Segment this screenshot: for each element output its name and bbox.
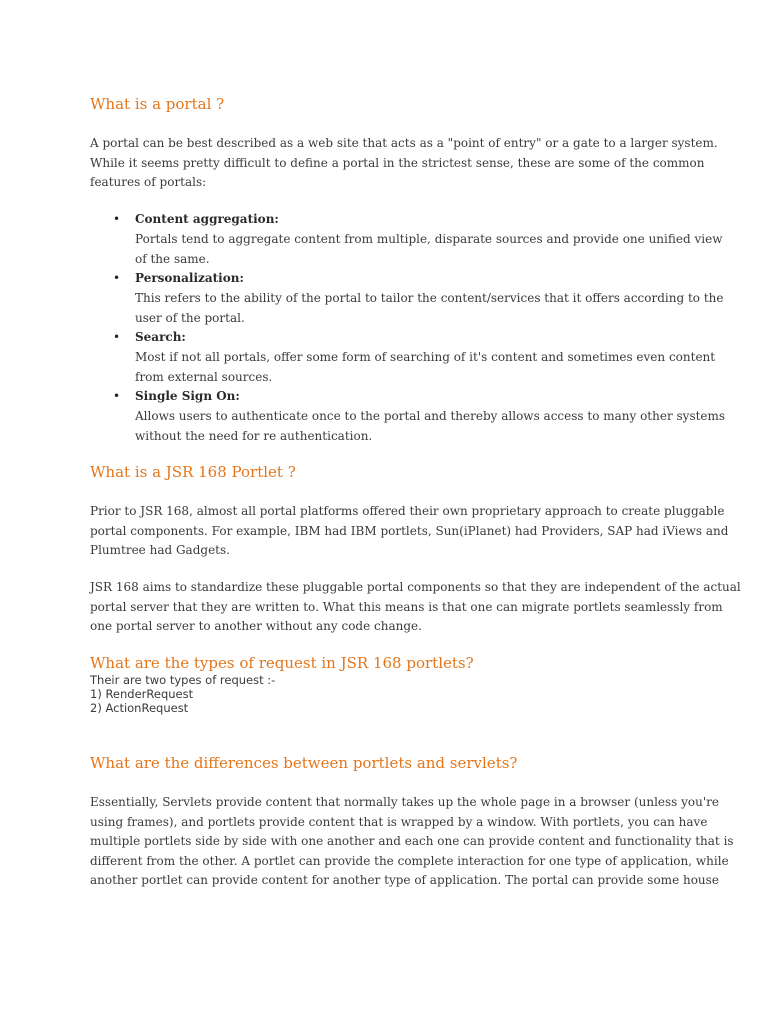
heading-what-is-portal: What is a portal ?	[90, 95, 225, 113]
text-line: using frames), and portlets provide content that is wrapped by a window. With portlets, you can have	[90, 814, 708, 829]
text-line: JSR 168 aims to standardize these pluggable portal components so that they are independent of the actual	[90, 580, 741, 594]
text-line: another portlet can provide content for another type of application. The portal can provide some house	[90, 873, 719, 887]
text-line: Portals tend to aggregate content from multiple, disparate sources and provide one unified view	[135, 232, 723, 246]
portal-intro-paragraph	[90, 134, 718, 193]
text-line: different from the other. A portlet can provide the complete interaction for one type of application, while	[90, 853, 729, 868]
text-line: Prior to JSR 168, almost all portal platforms offered their own proprietary approach to create pluggable	[90, 504, 725, 518]
text-line: Allows users to authenticate once to the portal and thereby allows access to many other systems	[135, 409, 726, 423]
text-line: While it seems pretty difficult to define a portal in the strictest sense, these are some of the common	[90, 155, 705, 170]
text-line: multiple portlets side by side with one another and each one can provide content and functionality that is	[90, 834, 734, 848]
text-line: 2) ActionRequest	[90, 701, 189, 715]
text-line: 1) RenderRequest	[90, 687, 194, 701]
jsr168-paragraph-2	[90, 578, 741, 637]
text-line: user of the portal.	[135, 310, 245, 325]
differences-paragraph	[90, 793, 734, 891]
heading-request-types: What are the types of request in JSR 168 portlets?	[90, 654, 474, 672]
text-line: A portal can be best described as a web site that acts as a "point of entry" or a gate to a larger system.	[90, 136, 718, 150]
feature-description	[135, 407, 726, 446]
feature-title: Single Sign On:	[135, 389, 240, 403]
text-line: Their are two types of request :-	[90, 673, 276, 687]
text-line: Most if not all portals, offer some form of searching of it's content and sometimes even content	[135, 350, 716, 364]
document-page	[90, 0, 741, 1024]
text-line: without the need for re authentication.	[135, 428, 373, 443]
text-line: Essentially, Servlets provide content that normally takes up the whole page in a browser (unless you're	[90, 795, 720, 809]
heading-portlets-vs-servlets: What are the differences between portlets and servlets?	[90, 754, 518, 772]
feature-title: Content aggregation:	[135, 212, 279, 226]
bullet-icon: •	[113, 389, 121, 403]
feature-title: Personalization:	[135, 271, 244, 285]
text-line: portal components. For example, IBM had IBM portlets, Sun(iPlanet) had Providers, SAP had iViews and	[90, 523, 729, 538]
jsr168-paragraph-1	[90, 502, 729, 561]
text-line: from external sources.	[135, 369, 273, 384]
request-types-list	[90, 673, 275, 715]
text-line: This refers to the ability of the portal to tailor the content/services that it offers according to the	[135, 291, 724, 305]
feature-title: Search:	[135, 330, 186, 344]
feature-description	[135, 230, 723, 269]
heading-what-is-jsr168-portlet: What is a JSR 168 Portlet ?	[90, 463, 296, 481]
text-line: Plumtree had Gadgets.	[90, 543, 230, 557]
text-line: features of portals:	[90, 175, 207, 189]
feature-description	[135, 289, 724, 328]
text-line: of the same.	[135, 251, 210, 266]
bullet-icon: •	[113, 212, 121, 226]
feature-description	[135, 348, 716, 387]
text-line: one portal server to another without any code change.	[90, 619, 422, 633]
bullet-icon: •	[113, 271, 121, 285]
text-line: portal server that they are written to. What this means is that one can migrate portlets seamlessly from	[90, 599, 723, 614]
bullet-icon: •	[113, 330, 121, 344]
